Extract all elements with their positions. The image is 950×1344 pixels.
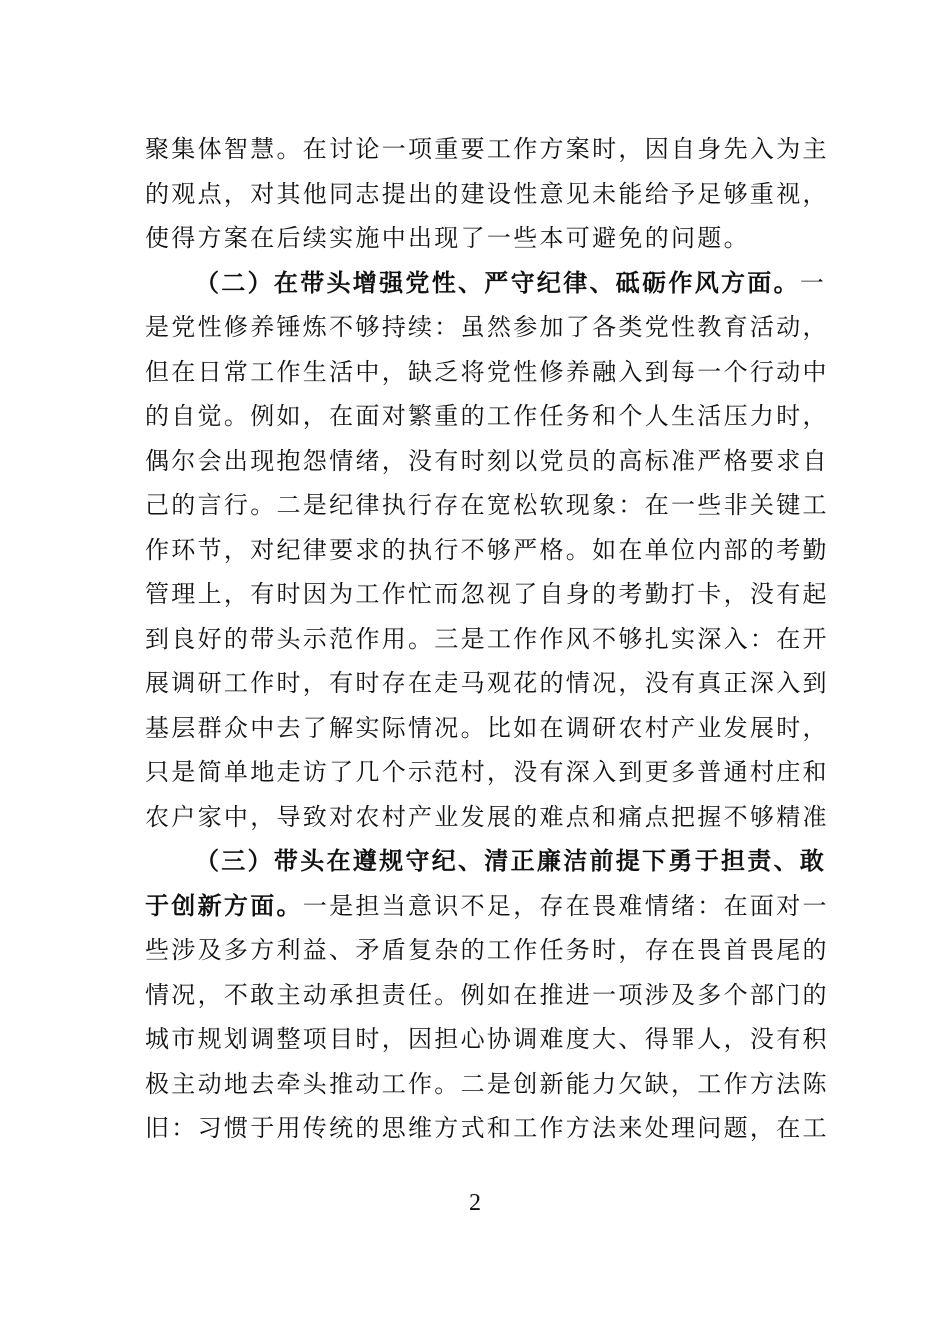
section-heading-3-cont: 于创新方面。 [145,890,303,920]
page-number: 2 [469,1190,481,1216]
text-line [145,661,829,706]
text-line [145,617,829,662]
text-line [145,750,829,795]
text-segment: 管理上，有时因为工作忙而忽视了自身的考勤打卡，没有起 [145,580,829,608]
text-segment: 只是简单地走访了几个示范村，没有深入到更多普通村庄和 [145,758,829,786]
text-segment: 偶尔会出现抱怨情绪，没有时刻以党员的高标准严格要求自 [145,446,829,475]
text-segment: 的自觉。例如，在面对繁重的工作任务和个人生活压力时， [145,402,829,430]
text-segment: 是党性修养锤炼不够持续：虽然参加了各类党性教育活动， [145,313,829,341]
text-line [145,127,829,172]
text-segment: 农户家中，导致对农村产业发展的难点和痛点把握不够精准 [145,802,829,831]
text-line [145,572,829,617]
text-segment: 一 [799,268,827,297]
text-segment: 到良好的带头示范作用。三是工作作风不够扎实深入：在开 [145,624,829,653]
text-line [145,884,829,929]
text-segment: 的观点，对其他同志提出的建设性意见未能给予足够重视， [145,179,829,208]
text-line [145,928,829,973]
text-line [145,216,815,261]
text-segment: 城市规划调整项目时，因担心协调难度大、得罪人，没有积 [145,1025,829,1053]
text-line [145,350,829,395]
text-line [145,1017,829,1062]
text-line [145,439,829,484]
section-heading-line [145,839,827,884]
text-line [145,172,829,217]
text-line [145,394,829,439]
text-segment: 但在日常工作生活中，缺乏将党性修养融入到每一个行动中 [145,357,829,386]
text-segment: 作环节，对纪律要求的执行不够严格。如在单位内部的考勤 [145,535,829,564]
text-line [145,795,829,840]
text-segment: 一是担当意识不足，存在畏难情绪：在面对一 [302,891,829,920]
text-line [145,305,829,350]
body-text [145,127,829,1151]
text-segment: 使得方案在后续实施中出现了一些本可避免的问题。 [145,224,750,252]
text-segment: 基层群众中去了解实际情况。比如在调研农村产业发展时， [145,713,829,742]
text-line [145,483,829,528]
text-segment: 旧：习惯于用传统的思维方式和工作方法来处理问题，在工 [145,1114,829,1142]
text-segment: 情况，不敢主动承担责任。例如在推进一项涉及多个部门的 [145,980,829,1009]
text-segment: 聚集体智慧。在讨论一项重要工作方案时，因自身先入为主 [145,135,829,163]
text-line [145,1106,829,1151]
text-line [145,1062,829,1107]
text-segment: 展调研工作时，有时存在走马观花的情况，没有真正深入到 [145,669,829,697]
text-line [145,973,829,1018]
text-line [145,528,829,573]
section-heading-3: （三）带头在遵规守纪、清正廉洁前提下勇于担责、敢 [195,846,827,875]
text-segment: 己的言行。二是纪律执行存在宽松软现象：在一些非关键工 [145,491,829,519]
text-line [145,706,829,751]
text-segment: 些涉及多方利益、矛盾复杂的工作任务时，存在畏首畏尾的 [145,936,829,964]
text-segment: 极主动地去牵头推动工作。二是创新能力欠缺，工作方法陈 [145,1069,829,1098]
section-heading-line [145,261,827,306]
section-heading-2: （二）在带头增强党性、严守纪律、砥砺作风方面。 [195,267,800,297]
